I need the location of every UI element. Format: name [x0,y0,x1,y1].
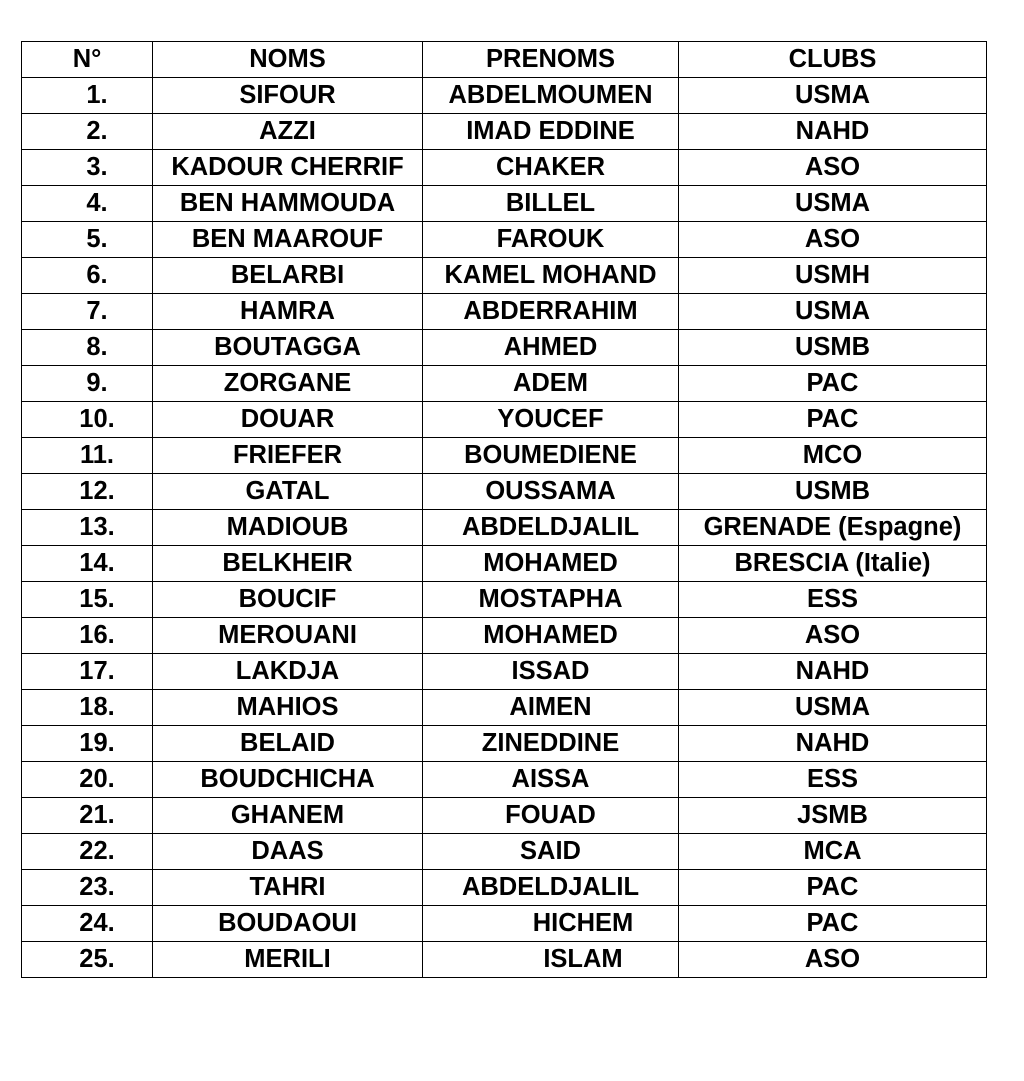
row-number: 23. [79,873,115,901]
table-row [22,402,987,438]
header-last-names: NOMS [153,42,423,78]
cell-number [22,546,153,582]
cell-first-name: FOUAD [423,798,679,834]
cell-first-name: MOHAMED [423,618,679,654]
table-row [22,546,987,582]
cell-last-name: GATAL [153,474,423,510]
row-number: 18. [79,693,115,721]
row-number: 1. [86,81,108,109]
cell-last-name: BOUCIF [153,582,423,618]
cell-club: ASO [679,222,987,258]
cell-club: BRESCIA (Italie) [679,546,987,582]
cell-number [22,870,153,906]
table-row [22,834,987,870]
header-clubs: CLUBS [679,42,987,78]
header-row [22,42,987,78]
cell-last-name: MEROUANI [153,618,423,654]
cell-number [22,438,153,474]
cell-club: USMB [679,330,987,366]
table-row [22,222,987,258]
row-number: 15. [79,585,115,613]
cell-club: USMA [679,690,987,726]
cell-club: PAC [679,366,987,402]
cell-last-name: LAKDJA [153,654,423,690]
cell-first-name: SAID [423,834,679,870]
cell-number [22,798,153,834]
cell-first-name: KAMEL MOHAND [423,258,679,294]
cell-number [22,366,153,402]
cell-club: GRENADE (Espagne) [679,510,987,546]
table-row [22,78,987,114]
cell-first-name: BILLEL [423,186,679,222]
row-number: 8. [86,333,108,361]
cell-club: PAC [679,906,987,942]
table-row [22,186,987,222]
cell-club: MCO [679,438,987,474]
row-number: 22. [79,837,115,865]
cell-first-name: ISSAD [423,654,679,690]
cell-number [22,186,153,222]
cell-number [22,294,153,330]
table-row [22,150,987,186]
cell-last-name: FRIEFER [153,438,423,474]
cell-last-name: BEN MAAROUF [153,222,423,258]
cell-number [22,114,153,150]
cell-last-name: BELARBI [153,258,423,294]
cell-number [22,510,153,546]
cell-number [22,402,153,438]
cell-number [22,78,153,114]
cell-first-name: YOUCEF [423,402,679,438]
cell-club: USMA [679,294,987,330]
row-number: 14. [79,549,115,577]
row-number: 6. [86,261,108,289]
cell-last-name: MERILI [153,942,423,978]
cell-club: USMB [679,474,987,510]
cell-club: NAHD [679,726,987,762]
cell-number [22,474,153,510]
row-number: 17. [79,657,115,685]
cell-club: PAC [679,870,987,906]
row-number: 5. [86,225,108,253]
cell-club: USMA [679,186,987,222]
table-row [22,726,987,762]
table-row [22,474,987,510]
cell-number [22,582,153,618]
cell-first-name: AIMEN [423,690,679,726]
cell-first-name: IMAD EDDINE [423,114,679,150]
table-row [22,330,987,366]
table-row [22,258,987,294]
row-number: 4. [86,189,108,217]
cell-first-name: ZINEDDINE [423,726,679,762]
table-header [22,42,987,78]
cell-number [22,222,153,258]
table-row [22,294,987,330]
cell-club: USMA [679,78,987,114]
row-number: 3. [86,153,108,181]
cell-first-name: ADEM [423,366,679,402]
cell-number [22,654,153,690]
cell-last-name: DAAS [153,834,423,870]
cell-first-name: MOHAMED [423,546,679,582]
cell-first-name: AHMED [423,330,679,366]
cell-club: NAHD [679,654,987,690]
cell-first-name: MOSTAPHA [423,582,679,618]
table-row [22,690,987,726]
cell-number [22,942,153,978]
cell-last-name: KADOUR CHERRIF [153,150,423,186]
table-row [22,618,987,654]
cell-first-name: FAROUK [423,222,679,258]
cell-first-name: AISSA [423,762,679,798]
cell-number [22,618,153,654]
table-row [22,906,987,942]
cell-club: JSMB [679,798,987,834]
cell-first-name: HICHEM [423,906,679,942]
row-number: 10. [79,405,115,433]
cell-last-name: TAHRI [153,870,423,906]
row-number: 9. [86,369,108,397]
player-roster-table [21,41,987,978]
cell-club: PAC [679,402,987,438]
cell-first-name: OUSSAMA [423,474,679,510]
cell-first-name: ABDELMOUMEN [423,78,679,114]
cell-club: ASO [679,150,987,186]
row-number: 20. [79,765,115,793]
cell-number [22,834,153,870]
cell-club: ESS [679,582,987,618]
cell-first-name: ABDERRAHIM [423,294,679,330]
row-number: 7. [86,297,108,325]
cell-number [22,906,153,942]
row-number: 19. [79,729,115,757]
cell-club: MCA [679,834,987,870]
row-number: 21. [79,801,115,829]
cell-last-name: AZZI [153,114,423,150]
row-number: 11. [79,441,115,469]
table-row [22,942,987,978]
table-row [22,762,987,798]
cell-number [22,150,153,186]
cell-last-name: ZORGANE [153,366,423,402]
table-body [22,78,987,978]
cell-club: USMH [679,258,987,294]
cell-last-name: BOUTAGGA [153,330,423,366]
cell-last-name: SIFOUR [153,78,423,114]
row-number: 2. [86,117,108,145]
table-row [22,114,987,150]
cell-last-name: BOUDCHICHA [153,762,423,798]
row-number: 12. [79,477,115,505]
table-row [22,654,987,690]
table-row [22,870,987,906]
cell-first-name: ABDELDJALIL [423,870,679,906]
row-number: 25. [79,945,115,973]
header-number: N° [22,42,153,78]
cell-first-name: CHAKER [423,150,679,186]
cell-club: NAHD [679,114,987,150]
cell-club: ASO [679,942,987,978]
cell-last-name: DOUAR [153,402,423,438]
cell-first-name: ISLAM [423,942,679,978]
cell-last-name: GHANEM [153,798,423,834]
table-row [22,798,987,834]
cell-club: ESS [679,762,987,798]
table-row [22,366,987,402]
cell-number [22,258,153,294]
cell-number [22,690,153,726]
cell-last-name: BOUDAOUI [153,906,423,942]
cell-first-name: ABDELDJALIL [423,510,679,546]
cell-first-name: BOUMEDIENE [423,438,679,474]
header-first-names: PRENOMS [423,42,679,78]
table-row [22,582,987,618]
cell-number [22,726,153,762]
cell-number [22,762,153,798]
cell-last-name: HAMRA [153,294,423,330]
row-number: 16. [79,621,115,649]
cell-last-name: MADIOUB [153,510,423,546]
cell-last-name: BELAID [153,726,423,762]
table-row [22,438,987,474]
table-row [22,510,987,546]
cell-last-name: BELKHEIR [153,546,423,582]
row-number: 24. [79,909,115,937]
cell-last-name: BEN HAMMOUDA [153,186,423,222]
row-number: 13. [79,513,115,541]
cell-last-name: MAHIOS [153,690,423,726]
cell-number [22,330,153,366]
cell-club: ASO [679,618,987,654]
